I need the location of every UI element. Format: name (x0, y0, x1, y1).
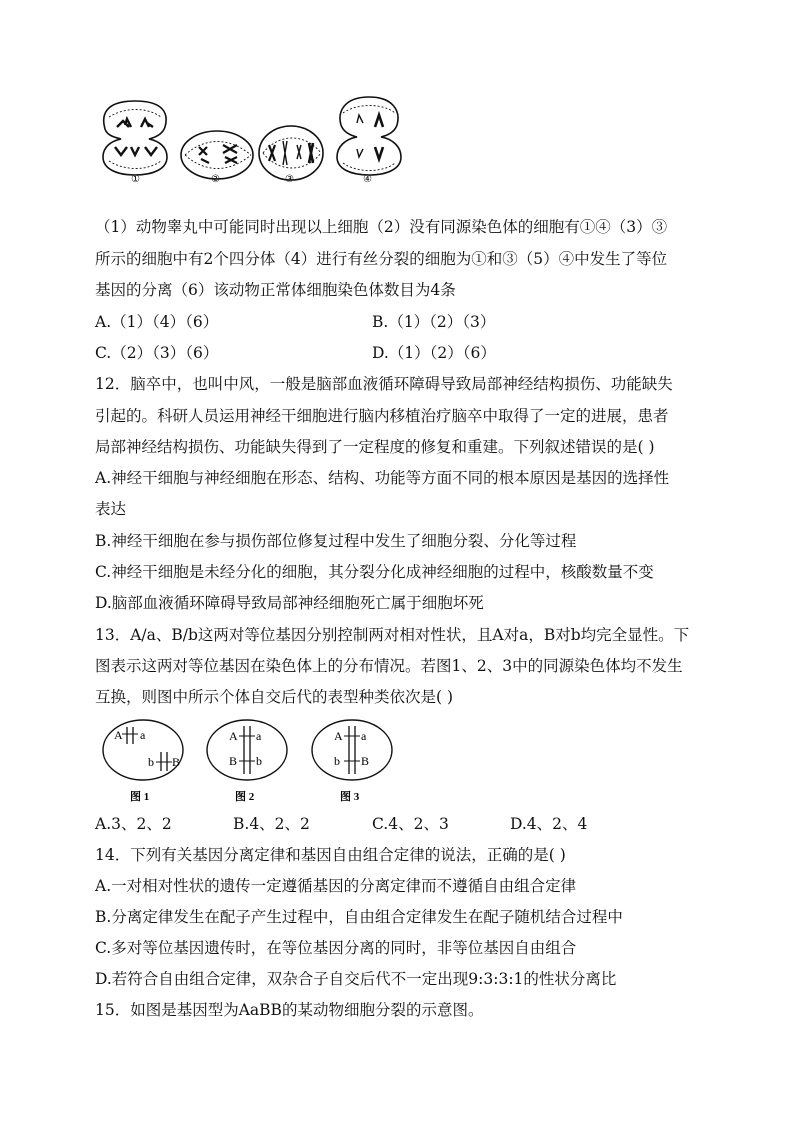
q11-option-c[interactable]: C.（2）（3）（6） (95, 344, 219, 362)
q11-statement-line-1: （1）动物睾丸中可能同时出现以上细胞（2）没有同源染色体的细胞有①④（3）③ (95, 218, 668, 236)
q13-option-a[interactable]: A.3、2、2 (95, 815, 172, 833)
q14-option-c[interactable]: C.多对等位基因遗传时，在等位基因分离的同时，非等位基因自由组合 (95, 939, 577, 957)
q12-stem-line-2: 引起的。科研人员运用神经干细胞进行脑内移植治疗脑卒中取得了一定的进展，患者 (95, 407, 669, 425)
q13-option-d[interactable]: D.4、2、4 (510, 815, 588, 833)
fig1-gene-2: a (140, 728, 146, 742)
q12-option-a-cont[interactable]: 表达 (95, 500, 127, 518)
q13-gene-figure (100, 718, 400, 804)
fig1-caption: 图 1 (130, 791, 150, 803)
fig2-gene-1: A (229, 729, 238, 743)
q13-option-b[interactable]: B.4、2、2 (233, 815, 310, 833)
fig1-gene-3: b (148, 755, 154, 769)
cell-4 (337, 97, 401, 175)
q14-stem: 14．下列有关基因分离定律和基因自由组合定律的说法，正确的是( ) (95, 846, 566, 864)
q13-option-c[interactable]: C.4、2、3 (372, 815, 449, 833)
fig1-gene-4: B (172, 755, 181, 769)
fig2-gene-2: a (256, 729, 262, 743)
cell-3 (259, 126, 323, 180)
figure-label-4: ④ (363, 174, 372, 183)
figure-label-1: ① (131, 174, 140, 183)
fig3-gene-2: a (361, 729, 367, 743)
q12-stem-line-3: 局部神经结构损伤、功能缺失得到了一定程度的修复和重建。下列叙述错误的是( ) (95, 438, 655, 456)
cell-2 (181, 131, 253, 179)
q12-option-c[interactable]: C.神经干细胞是未经分化的细胞，其分裂分化成神经细胞的过程中，核酸数量不变 (95, 563, 654, 581)
q11-statement-line-2: 所示的细胞中有2个四分体（4）进行有丝分裂的细胞为①和③（5）④中发生了等位 (95, 250, 668, 268)
fig3-gene-4: B (361, 754, 370, 768)
figure-3 (312, 720, 392, 803)
fig2-gene-4: b (256, 754, 262, 768)
q15-stem: 15．如图是基因型为AaBB的某动物细胞分裂的示意图。 (95, 1001, 484, 1019)
cell-1 (103, 101, 167, 175)
q11-option-d[interactable]: D.（1）（2）（6） (372, 344, 496, 362)
fig3-gene-3: b (334, 754, 340, 768)
q13-stem-line-1: 13．A/a、B/b这两对等位基因分别控制两对相对性状，且A对a，B对b均完全显性。下 (95, 626, 690, 644)
q12-option-d[interactable]: D.脑部血液循环障碍导致局部神经细胞死亡属于细胞坏死 (95, 594, 484, 612)
q14-option-b[interactable]: B.分离定律发生在配子产生过程中，自由组合定律发生在配子随机结合过程中 (95, 908, 623, 926)
q11-statement-line-3: 基因的分离（6）该动物正常体细胞染色体数目为4条 (95, 281, 456, 299)
fig1-gene-1: A (114, 728, 123, 742)
figure-2 (207, 720, 287, 803)
figure-label-3: ③ (285, 174, 294, 183)
figure-1 (103, 720, 183, 803)
cell-division-figure (95, 95, 415, 183)
figure-label-2: ② (211, 174, 220, 183)
q12-stem-line-1: 12．脑卒中，也叫中风，一般是脑部血液循环障碍导致局部神经结构损伤、功能缺失 (95, 375, 673, 393)
q11-option-b[interactable]: B.（1）（2）（3） (372, 313, 496, 331)
q13-stem-line-2: 图表示这两对等位基因在染色体上的分布情况。若图1、2、3中的同源染色体均不发生 (95, 657, 683, 675)
fig3-caption: 图 3 (340, 791, 360, 803)
q12-option-a[interactable]: A.神经干细胞与神经细胞在形态、结构、功能等方面不同的根本原因是基因的选择性 (95, 469, 670, 487)
q14-option-d[interactable]: D.若符合自由组合定律，双杂合子自交后代不一定出现9:3:3:1的性状分离比 (95, 970, 617, 988)
q14-option-a[interactable]: A.一对相对性状的遗传一定遵循基因的分离定律而不遵循自由组合定律 (95, 877, 577, 895)
q11-option-a[interactable]: A.（1）（4）（6） (95, 313, 219, 331)
fig2-caption: 图 2 (235, 791, 255, 803)
q12-option-b[interactable]: B.神经干细胞在参与损伤部位修复过程中发生了细胞分裂、分化等过程 (95, 532, 577, 550)
q13-stem-line-3: 互换，则图中所示个体自交后代的表型种类依次是( ) (95, 688, 454, 706)
fig2-gene-3: B (229, 754, 238, 768)
fig3-gene-1: A (334, 729, 343, 743)
